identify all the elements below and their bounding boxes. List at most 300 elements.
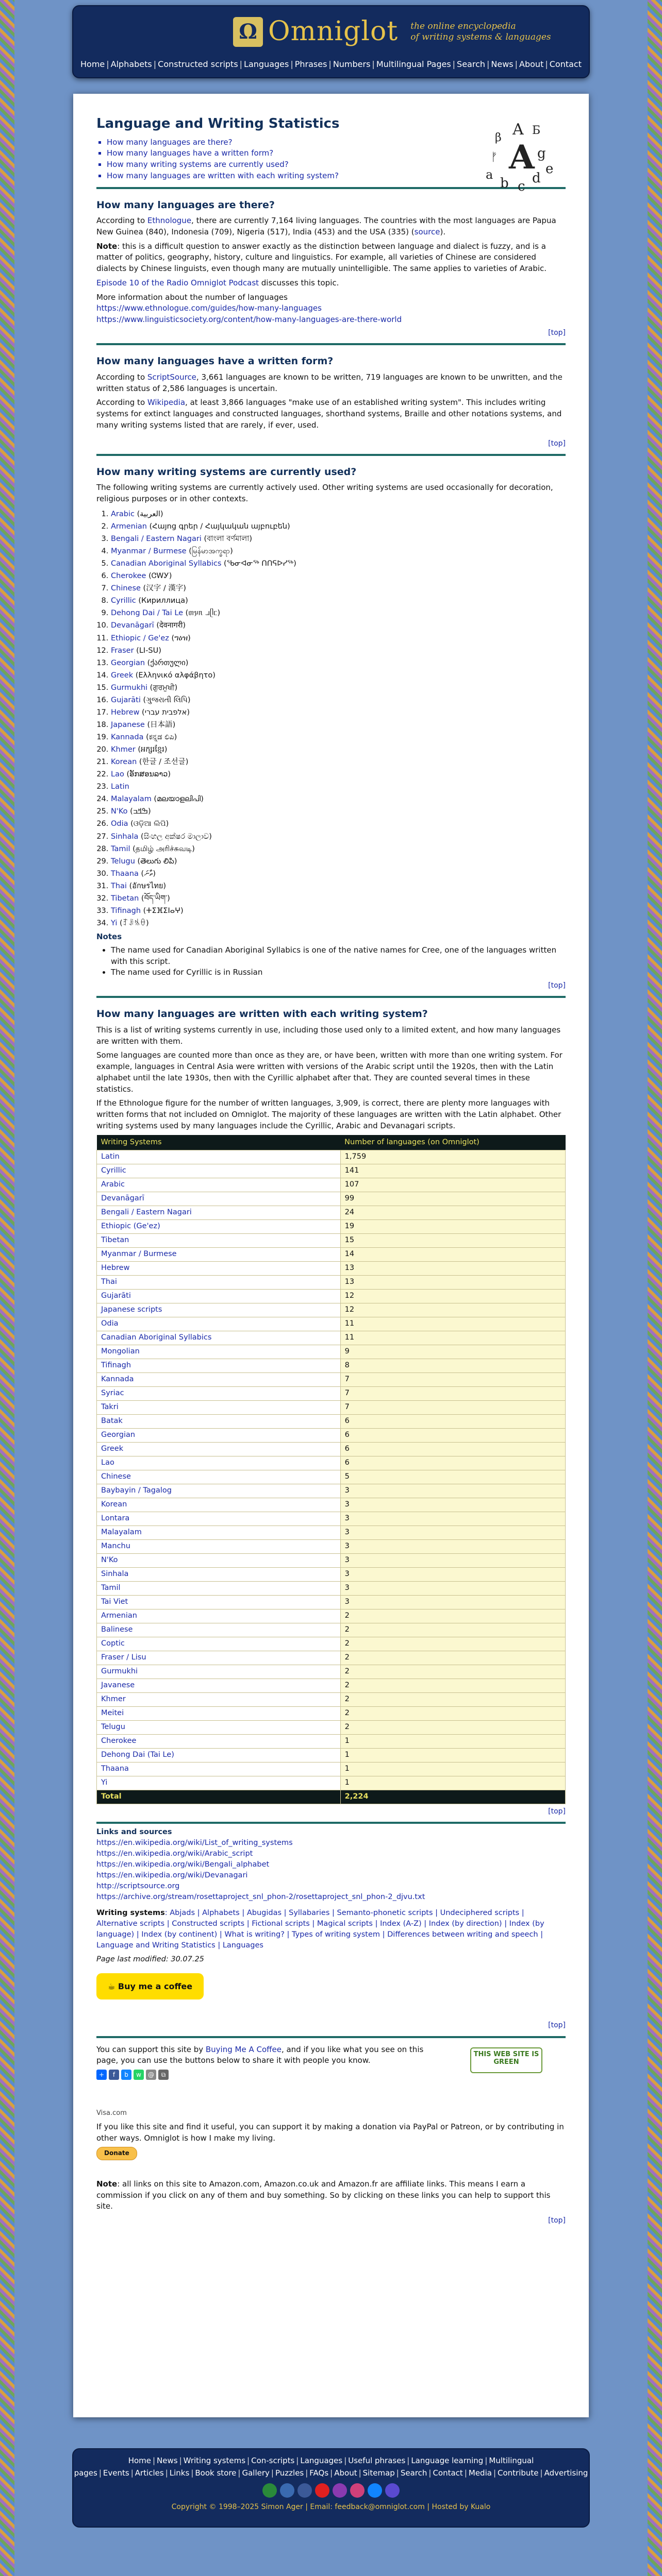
writing-system-link[interactable]: Sinhala — [101, 1570, 129, 1579]
script-item — [111, 533, 566, 545]
writing-system-link[interactable]: Lontara — [101, 1514, 130, 1523]
script-native-name: (ግዕዝ) — [169, 634, 191, 642]
writing-system-link[interactable]: Bengali / Eastern Nagari — [101, 1208, 192, 1217]
script-link[interactable]: Armenian — [111, 522, 147, 531]
buy-me-a-coffee-link[interactable]: Buying Me A Coffee — [205, 2044, 282, 2054]
writing-system-link[interactable]: Tamil — [101, 1584, 121, 1592]
site-footer — [72, 2448, 590, 2528]
nav-separator: | — [191, 2468, 194, 2478]
writing-system-cell — [97, 1581, 341, 1595]
wikipedia-paragraph: According to Wikipedia, at least 3,866 languages "make use of an established writing system". This includes writing systems for extinct languages and constructed languages, shorthand systems, Braille and other notations systems, and many writing systems listed that are rarely, if ever, used. — [96, 398, 562, 430]
writing-system-link[interactable]: Tifinagh — [101, 1361, 131, 1370]
table-row — [97, 1331, 566, 1345]
languages-paragraph: According to Ethnologue, there are currently 7,164 living languages. The countries with the most languages are Papua New Guinea (840), Indonesia (709), Nigeria (517), India (453) and the USA (335) (source). — [96, 216, 556, 236]
script-native-name: (ອັກສອນລາວ) — [124, 770, 171, 779]
facebook-icon[interactable] — [297, 2483, 312, 2498]
source-url[interactable]: https://en.wikipedia.org/wiki/Bengali_alphabet — [96, 1860, 270, 1869]
script-link[interactable]: Korean — [111, 758, 137, 767]
script-item — [111, 731, 566, 743]
footer-link-contribute[interactable]: Contribute — [498, 2468, 539, 2478]
notes-list — [111, 945, 566, 978]
script-link[interactable]: N'Ko — [111, 807, 128, 816]
script-link[interactable]: Thai — [111, 882, 127, 890]
script-link[interactable]: Khmer — [111, 745, 136, 754]
writing-system-link[interactable]: N'Ko — [101, 1556, 118, 1565]
section-heading-languages: How many languages are there? — [96, 199, 275, 211]
donation-paragraph: If you like this site and find it useful, you can support it by making a donation via PayPal or Patreon, or by contributing in other ways. Omniglot is how I make my living. — [96, 2122, 564, 2143]
script-native-name: (සිංහල අක්ෂර මාලාව) — [138, 832, 212, 841]
nav-separator: | — [239, 59, 243, 69]
footer-link-multilingual-pages[interactable]: Multilingual pages — [74, 2456, 534, 2478]
copy-link-icon[interactable]: ⧉ — [158, 2070, 169, 2080]
links-section — [96, 1827, 566, 2005]
writing-system-cell — [97, 1247, 341, 1261]
writing-system-cell — [97, 1498, 341, 1512]
script-native-name: (ꆈꌠꁱꂷ) — [117, 919, 149, 927]
language-count-cell: 99 — [340, 1192, 565, 1206]
writing-system-cell — [97, 1233, 341, 1247]
script-item — [111, 632, 566, 645]
scriptsource-link[interactable]: ScriptSource — [147, 372, 196, 382]
nav-link-contact[interactable]: Contact — [549, 59, 582, 69]
nav-separator: | — [98, 2468, 102, 2478]
writing-system-link[interactable]: Javanese — [101, 1681, 135, 1690]
writing-system-link[interactable]: Telugu — [101, 1723, 125, 1732]
nav-link-phrases[interactable]: Phrases — [294, 59, 327, 69]
script-link[interactable]: Myanmar / Burmese — [111, 547, 187, 556]
whatsapp-icon[interactable]: w — [134, 2070, 144, 2080]
top-link[interactable]: [top] — [548, 1807, 566, 1816]
top-link[interactable]: [top] — [548, 2021, 566, 2030]
toc-link[interactable]: How many languages are written with each writing system? — [107, 171, 339, 180]
writing-system-link[interactable]: Canadian Aboriginal Syllabics — [101, 1333, 212, 1342]
top-nav — [73, 58, 589, 70]
nav-link-news[interactable]: News — [491, 59, 514, 69]
share-plus-icon[interactable]: + — [96, 2070, 107, 2080]
youtube-icon[interactable] — [315, 2483, 329, 2498]
table-row — [97, 1275, 566, 1289]
table-row — [97, 1623, 566, 1637]
script-link[interactable]: Lao — [111, 770, 124, 779]
nav-link-constructed-scripts[interactable]: Constructed scripts — [158, 59, 238, 69]
nav-separator: | — [152, 2456, 156, 2465]
script-link[interactable]: Canadian Aboriginal Syllabics — [111, 560, 222, 568]
footer-link-con-scripts[interactable]: Con-scripts — [251, 2456, 295, 2465]
nav-link-numbers[interactable]: Numbers — [333, 59, 371, 69]
writing-system-link[interactable]: Meitei — [101, 1709, 124, 1718]
mastodon-icon[interactable] — [385, 2483, 400, 2498]
bluesky-icon[interactable] — [368, 2483, 382, 2498]
writing-system-cell — [97, 1372, 341, 1386]
podcast-link[interactable]: Episode 10 of the Radio Omniglot Podcast — [96, 278, 259, 287]
top-link[interactable]: [top] — [548, 981, 566, 990]
source-link-row — [96, 1892, 566, 1903]
footer-link-home[interactable]: Home — [128, 2456, 151, 2465]
page — [14, 0, 648, 2576]
writing-system-link[interactable]: Gurmukhi — [101, 1667, 138, 1676]
language-count-cell: 7 — [340, 1386, 565, 1400]
script-link[interactable]: Latin — [111, 783, 129, 791]
nav-separator: | — [515, 59, 518, 69]
table-row — [97, 1442, 566, 1456]
writing-system-link[interactable]: Syriac — [101, 1389, 124, 1398]
buy-me-a-coffee-button[interactable]: ☕ Buy me a coffee — [96, 1973, 204, 1999]
script-link[interactable]: Yi — [111, 919, 118, 927]
table-row — [97, 1720, 566, 1734]
globe-icon[interactable] — [280, 2483, 294, 2498]
script-link[interactable]: Arabic — [111, 510, 135, 518]
note-item: • The name used for Cyrillic is in Russian — [111, 967, 566, 978]
script-link[interactable]: Bengali / Eastern Nagari — [111, 535, 202, 544]
script-item — [111, 719, 566, 731]
footer-link-articles[interactable]: Articles — [135, 2468, 164, 2478]
script-native-name: (ಕನ್ನಡ ಲಿಪಿ) — [143, 733, 177, 742]
writing-system-link[interactable]: Malayalam — [101, 1528, 142, 1537]
writing-system-link[interactable]: Manchu — [101, 1542, 130, 1551]
nav-separator: | — [487, 59, 490, 69]
ethnologue-link[interactable]: Ethnologue — [147, 216, 192, 226]
counting-note: Some languages are counted more than once as they are, or have been, written with more than one writing system. For example, languages in Central Asia were written with versions of the Arabic script until the 1920s, then with the Latin alphabet until the late 1930s, then with the Cyrillic alphabet after that. They are counted several times in these statistics. — [96, 1050, 562, 1094]
table-row — [97, 1289, 566, 1303]
writing-system-cell — [97, 1303, 341, 1317]
writing-systems-nav: Writing systems: Abjads | Alphabets | Abugidas | Syllabaries | Semanto-phonetic scripts | Undeciphered scripts | Alternative scripts | Constructed scripts | Fictional scripts | Magical scripts | Index (A-Z) | Index (by direction) | Index (by language) | Index (by continent) | What is writing? | Types of writing system | Differences between writing and speech | Language and Writing Statistics | Languages — [96, 1909, 544, 1950]
footer-link-contact[interactable]: Contact — [433, 2468, 463, 2478]
nav-separator: | — [153, 59, 157, 69]
footer-link-puzzles[interactable]: Puzzles — [275, 2468, 304, 2478]
script-native-name: (বাংলা বর্ণমালা) — [201, 535, 253, 544]
nav-link-home[interactable]: Home — [80, 59, 105, 69]
writing-system-cell — [97, 1289, 341, 1303]
language-count-cell: 1 — [340, 1762, 565, 1776]
source-url[interactable]: http://scriptsource.org — [96, 1882, 180, 1891]
script-link[interactable]: Tibetan — [111, 894, 139, 903]
writing-system-cell — [97, 1539, 341, 1553]
script-item — [111, 619, 566, 632]
writing-system-link[interactable]: Yi — [101, 1778, 108, 1787]
table-row — [97, 1776, 566, 1790]
table-row — [97, 1428, 566, 1442]
script-link[interactable]: Ethiopic / Ge'ez — [111, 634, 169, 642]
writing-system-link[interactable]: Ethiopic (Ge'ez) — [101, 1222, 160, 1231]
divider — [96, 454, 566, 456]
nav-link-alphabets[interactable]: Alphabets — [110, 59, 152, 69]
script-item — [111, 508, 566, 520]
footer-link-events[interactable]: Events — [103, 2468, 129, 2478]
script-link[interactable]: Japanese — [111, 720, 145, 729]
top-link[interactable]: [top] — [548, 439, 566, 448]
script-native-name: (தமிழ் அரிச்சுவடி) — [130, 844, 195, 853]
nav-separator: | — [372, 59, 375, 69]
nav-link-multilingual-pages[interactable]: Multilingual Pages — [376, 59, 451, 69]
script-link[interactable]: Telugu — [111, 857, 135, 866]
site-logo[interactable] — [233, 12, 551, 51]
footer-link-faqs[interactable]: FAQs — [309, 2468, 329, 2478]
footer-link-sitemap[interactable]: Sitemap — [362, 2468, 395, 2478]
writing-system-link[interactable]: Batak — [101, 1417, 123, 1426]
writing-system-cell — [97, 1206, 341, 1219]
source-link-row — [96, 1870, 566, 1881]
writing-system-cell — [97, 1192, 341, 1206]
site-tagline: the online encyclopedia of writing systems & languages — [410, 21, 551, 42]
nav-separator: | — [396, 2468, 399, 2478]
writing-system-cell — [97, 1748, 341, 1762]
toc-link[interactable]: How many writing systems are currently used? — [107, 160, 289, 170]
col-header-writing-systems: Writing Systems — [97, 1135, 341, 1150]
podcast-paragraph: Episode 10 of the Radio Omniglot Podcast discusses this topic. — [96, 278, 339, 287]
nav-link-about[interactable]: About — [519, 59, 544, 69]
writing-system-link[interactable]: Coptic — [101, 1639, 125, 1648]
script-item — [111, 545, 566, 557]
writing-system-link[interactable]: Dehong Dai (Tai Le) — [101, 1751, 174, 1759]
language-count-cell: 1,759 — [340, 1150, 565, 1164]
script-link[interactable]: Kannada — [111, 733, 144, 742]
table-row — [97, 1692, 566, 1706]
writing-system-link[interactable]: Cyrillic — [101, 1166, 126, 1175]
language-count-cell: 2 — [340, 1679, 565, 1692]
writing-system-cell — [97, 1470, 341, 1484]
top-link[interactable]: [top] — [548, 328, 566, 337]
script-native-name: (ଓଡ଼ିଆ ଲିପି) — [128, 820, 169, 828]
instagram-icon[interactable] — [350, 2483, 365, 2498]
writing-system-link[interactable]: Chinese — [101, 1472, 131, 1481]
script-item — [111, 905, 566, 917]
script-native-name: (ਗੁਰਮੁਖੀ) — [147, 683, 178, 692]
writing-system-link[interactable]: Cherokee — [101, 1737, 137, 1745]
language-count-cell: 2 — [340, 1692, 565, 1706]
writing-system-link[interactable]: Baybayin / Tagalog — [101, 1486, 172, 1495]
footer-link-useful-phrases[interactable]: Useful phrases — [348, 2456, 406, 2465]
copyright: Copyright © 1998–2025 Simon Ager | Email: feedback@omniglot.com | Hosted by Kualo — [171, 2503, 491, 2511]
script-native-name: (देवनागरी) — [154, 621, 186, 630]
writing-system-link[interactable]: Balinese — [101, 1625, 133, 1634]
script-link[interactable]: Malayalam — [111, 795, 152, 804]
script-link[interactable]: Sinhala — [111, 832, 139, 841]
script-link[interactable]: Georgian — [111, 658, 145, 667]
writing-system-link[interactable]: Japanese scripts — [101, 1306, 162, 1314]
nav-separator: | — [179, 2456, 182, 2465]
nav-separator: | — [545, 59, 548, 69]
script-link[interactable]: Dehong Dai / Tai Le — [111, 609, 184, 618]
table-row — [97, 1372, 566, 1386]
total-value: 2,224 — [340, 1790, 565, 1804]
script-link[interactable]: Cherokee — [111, 572, 146, 581]
donate-button[interactable]: Donate — [96, 2147, 137, 2160]
table-row — [97, 1261, 566, 1275]
scriptsource-paragraph: According to ScriptSource, 3,661 languages are known to be written, 719 languages are known to be unwritten, and the written status of 2,586 languages is uncertain. — [96, 372, 562, 393]
links-heading: Links and sources — [96, 1827, 172, 1836]
writing-system-link[interactable]: Greek — [101, 1445, 124, 1453]
script-link[interactable]: Chinese — [111, 584, 141, 593]
script-native-name: (తెలుగు లిపి) — [135, 857, 177, 866]
language-count-cell: 2 — [340, 1637, 565, 1651]
top-link[interactable]: [top] — [548, 2216, 566, 2225]
writing-system-link[interactable]: Tai Viet — [101, 1598, 128, 1606]
nav-link-languages[interactable]: Languages — [244, 59, 289, 69]
language-count-cell: 1 — [340, 1748, 565, 1762]
script-native-name: (മലയാളലിപി) — [151, 795, 204, 804]
script-item — [111, 557, 566, 570]
script-link[interactable]: Odia — [111, 820, 128, 828]
logo-icon: Ω — [233, 17, 263, 47]
language-count-cell: 2 — [340, 1609, 565, 1623]
writing-system-link[interactable]: Odia — [101, 1319, 119, 1328]
source-url[interactable]: https://en.wikipedia.org/wiki/Arabic_script — [96, 1849, 253, 1858]
table-row — [97, 1484, 566, 1498]
script-link[interactable]: Cyrillic — [111, 597, 136, 605]
table-row — [97, 1219, 566, 1233]
script-link[interactable]: Devanāgarī — [111, 621, 154, 630]
table-row — [97, 1748, 566, 1762]
script-item — [111, 706, 566, 719]
footer-link-language-learning[interactable]: Language learning — [411, 2456, 484, 2465]
writing-system-link[interactable]: Mongolian — [101, 1347, 140, 1356]
script-item — [111, 743, 566, 756]
writing-system-cell — [97, 1512, 341, 1526]
script-link[interactable]: Hebrew — [111, 708, 140, 717]
source-url[interactable]: https://en.wikipedia.org/wiki/Devanagari — [96, 1871, 248, 1880]
nav-separator: | — [271, 2468, 274, 2478]
writing-system-cell — [97, 1428, 341, 1442]
script-native-name: (ગુજરાતી લિપિ) — [140, 696, 191, 704]
toc-link[interactable]: How many languages are there? — [107, 137, 233, 147]
footer-link-languages[interactable]: Languages — [300, 2456, 343, 2465]
footer-link-news[interactable]: News — [157, 2456, 178, 2465]
script-link[interactable]: Tamil — [111, 844, 130, 853]
table-row — [97, 1567, 566, 1581]
writing-system-link[interactable]: Kannada — [101, 1375, 134, 1384]
script-native-name: (ᏣᎳᎩ) — [146, 572, 172, 581]
bluesky-icon[interactable]: b — [121, 2070, 131, 2080]
site-header — [72, 5, 590, 78]
writing-system-link[interactable]: Gujarāti — [101, 1292, 131, 1300]
table-row — [97, 1192, 566, 1206]
writing-system-cell — [97, 1261, 341, 1275]
script-native-name: (ᥖᥭᥰ ᥘᥫᥴ) — [183, 609, 221, 618]
footer-link-advertising[interactable]: Advertising — [544, 2468, 588, 2478]
script-native-name: (ތާނަ) — [138, 869, 156, 878]
writing-system-link[interactable]: Takri — [101, 1403, 119, 1412]
table-row — [97, 1637, 566, 1651]
writing-system-link[interactable]: Tibetan — [101, 1236, 129, 1245]
writing-system-link[interactable]: Latin — [101, 1153, 120, 1161]
writing-systems-intro: The following writing systems are currently actively used. Other writing systems are used occasionally for decoration, religious purposes or in other contexts. — [96, 483, 553, 504]
table-row — [97, 1595, 566, 1609]
script-item — [111, 582, 566, 595]
writing-system-link[interactable]: Georgian — [101, 1431, 136, 1439]
script-link[interactable]: Gujarāti — [111, 696, 141, 704]
green-site-badge: THIS WEB SITE IS GREEN — [470, 2047, 542, 2073]
source-url[interactable]: https://en.wikipedia.org/wiki/List_of_writing_systems — [96, 1838, 293, 1847]
writing-system-link[interactable]: Lao — [101, 1459, 114, 1467]
flag-icon[interactable] — [262, 2483, 277, 2498]
nav-separator: | — [290, 59, 293, 69]
writing-system-link[interactable]: Korean — [101, 1500, 127, 1509]
writing-system-link[interactable]: Thaana — [101, 1765, 129, 1773]
table-row — [97, 1512, 566, 1526]
facebook-icon[interactable]: f — [109, 2070, 119, 2080]
writing-system-cell — [97, 1762, 341, 1776]
writing-system-link[interactable]: Thai — [101, 1278, 117, 1286]
language-count-cell: 1 — [340, 1734, 565, 1748]
writing-system-cell — [97, 1345, 341, 1359]
language-count-cell: 6 — [340, 1428, 565, 1442]
script-item — [111, 669, 566, 682]
script-link[interactable]: Thaana — [111, 869, 139, 878]
writing-system-link[interactable]: Armenian — [101, 1612, 137, 1620]
email-icon[interactable]: @ — [146, 2070, 156, 2080]
language-count-cell: 13 — [340, 1275, 565, 1289]
footer-link-media[interactable]: Media — [468, 2468, 492, 2478]
script-native-name: (བོད་ཡིག་) — [139, 894, 170, 903]
language-count-cell: 3 — [340, 1567, 565, 1581]
source-link[interactable]: source — [414, 227, 440, 236]
writing-system-cell — [97, 1386, 341, 1400]
table-row — [97, 1400, 566, 1414]
script-item — [111, 880, 566, 892]
writing-system-cell — [97, 1526, 341, 1539]
writing-system-cell — [97, 1734, 341, 1748]
scripts-list — [111, 508, 566, 929]
language-count-cell: 2 — [340, 1706, 565, 1720]
main-content — [73, 94, 589, 2417]
table-row — [97, 1178, 566, 1192]
footer-link-about[interactable]: About — [334, 2468, 357, 2478]
podcast-icon[interactable] — [333, 2483, 347, 2498]
ethnologue-url[interactable]: https://www.ethnologue.com/guides/how-many-languages — [96, 303, 322, 313]
table-row — [97, 1164, 566, 1178]
divider — [96, 1822, 566, 1824]
writing-system-link[interactable]: Fraser / Lisu — [101, 1653, 146, 1662]
wikipedia-link[interactable]: Wikipedia — [147, 398, 186, 408]
script-link[interactable]: Gurmukhi — [111, 683, 148, 692]
language-count-cell: 5 — [340, 1470, 565, 1484]
script-native-name: (ქართული) — [145, 658, 189, 667]
script-link[interactable]: Tifinagh — [111, 906, 141, 915]
script-link[interactable]: Greek — [111, 671, 134, 680]
list-intro: This is a list of writing systems currently in use, including those used only to a limited extent, and how many languages are written with them. — [96, 1025, 561, 1046]
writing-system-link[interactable]: Arabic — [101, 1180, 125, 1189]
script-item — [111, 682, 566, 694]
source-url[interactable]: https://archive.org/stream/rosettaproject_snl_phon-2/rosettaproject_snl_phon-2_djvu.txt — [96, 1893, 425, 1902]
footer-link-book-store[interactable]: Book store — [195, 2468, 237, 2478]
footer-link-links[interactable]: Links — [169, 2468, 190, 2478]
script-link[interactable]: Fraser — [111, 646, 134, 655]
footer-link-search[interactable]: Search — [400, 2468, 427, 2478]
lsa-url[interactable]: https://www.linguisticsociety.org/content/how-many-languages-are-there-world — [96, 315, 402, 325]
table-row — [97, 1456, 566, 1470]
footer-link-gallery[interactable]: Gallery — [242, 2468, 270, 2478]
writing-system-cell — [97, 1776, 341, 1790]
writing-system-link[interactable]: Khmer — [101, 1695, 126, 1704]
script-item — [111, 781, 566, 793]
script-native-name: (ߒߞߏ) — [127, 807, 151, 816]
language-count-cell: 11 — [340, 1317, 565, 1331]
script-item — [111, 768, 566, 781]
nav-separator: | — [106, 59, 109, 69]
script-item — [111, 694, 566, 706]
language-count-cell: 6 — [340, 1414, 565, 1428]
nav-separator: | — [130, 2468, 134, 2478]
writing-system-link[interactable]: Myanmar / Burmese — [101, 1250, 177, 1259]
table-row — [97, 1247, 566, 1261]
toc-link[interactable]: How many languages have a written form? — [107, 148, 274, 158]
writing-system-link[interactable]: Hebrew — [101, 1264, 130, 1273]
nav-link-search[interactable]: Search — [457, 59, 486, 69]
script-item — [111, 570, 566, 582]
writing-system-link[interactable]: Devanāgarī — [101, 1194, 144, 1203]
footer-link-writing-systems[interactable]: Writing systems — [183, 2456, 246, 2465]
site-name: Omniglot — [268, 16, 399, 47]
